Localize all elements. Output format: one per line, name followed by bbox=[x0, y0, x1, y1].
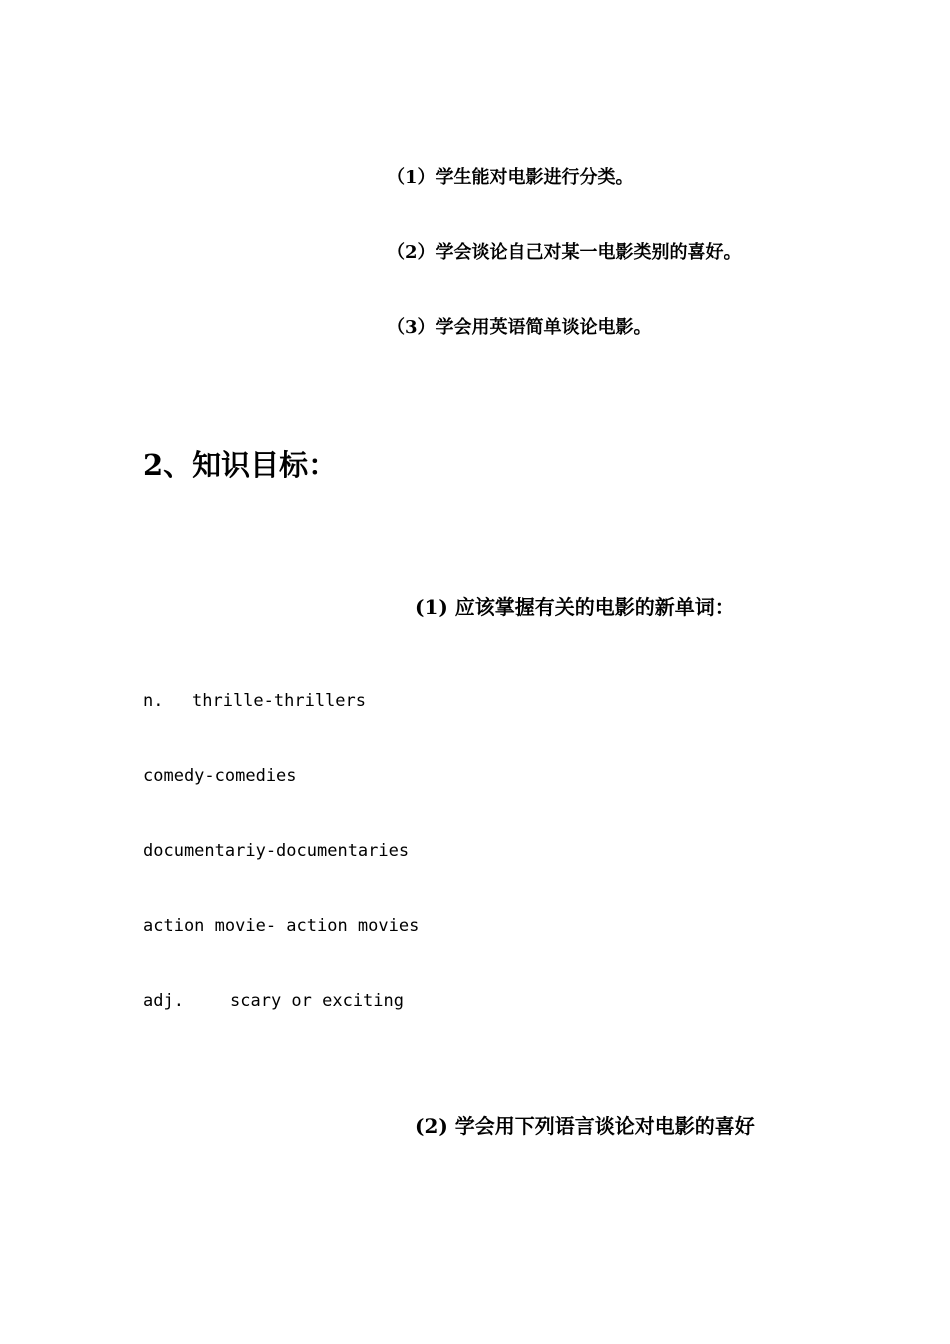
ability-goal-3: （3）学会用英语简单谈论电影。 bbox=[387, 317, 652, 338]
ability-goal-1: （1）学生能对电影进行分类。 bbox=[387, 167, 634, 188]
noun-label: n. bbox=[143, 691, 164, 711]
vocab-line-noun bbox=[143, 691, 366, 711]
sub-goal-expressions: (2) 学会用下列语言谈论对电影的喜好 bbox=[415, 1114, 755, 1138]
knowledge-goals-heading: 2、知识目标： bbox=[143, 448, 338, 482]
vocab-line-adj bbox=[143, 991, 404, 1011]
vocab-word: thrille-thrillers bbox=[192, 691, 366, 711]
sub-goal-vocabulary: (1) 应该掌握有关的电影的新单词： bbox=[415, 595, 735, 619]
ability-goal-2: （2）学会谈论自己对某一电影类别的喜好。 bbox=[387, 242, 742, 263]
adj-label: adj. bbox=[143, 991, 184, 1011]
vocab-word: scary or exciting bbox=[230, 991, 404, 1011]
vocab-line: action movie- action movies bbox=[143, 916, 420, 936]
vocab-line: comedy-comedies bbox=[143, 766, 297, 786]
vocab-line: documentariy-documentaries bbox=[143, 841, 410, 861]
